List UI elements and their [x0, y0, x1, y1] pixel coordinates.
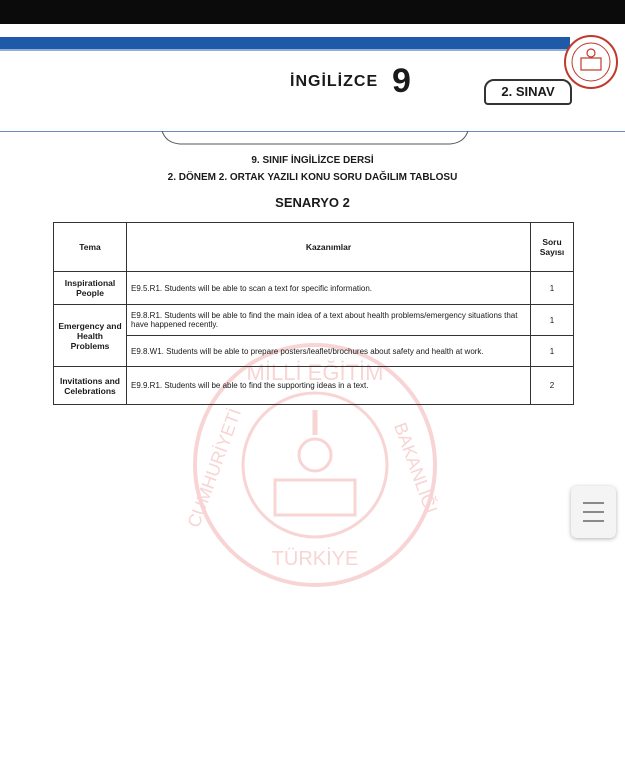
top-black-bar [0, 0, 625, 24]
meb-logo-icon [563, 34, 619, 90]
kazanim-cell: E9.9.R1. Students will be able to find the supporting ideas in a text. [127, 367, 531, 405]
header-kazanimlar: Kazanımlar [127, 223, 531, 272]
course-title: 9. SINIF İNGİLİZCE DERSİ [251, 155, 374, 166]
kazanim-cell: E9.8.W1. Students will be able to prepare posters/leaflet/brochures about safety and health at work. [127, 336, 531, 367]
header-tema: Tema [54, 223, 127, 272]
table-title: 2. DÖNEM 2. ORTAK YAZILI KONU SORU DAĞILIM TABLOSU [167, 172, 458, 183]
header-blue-band [0, 37, 570, 49]
scenario-title: SENARYO 2 [275, 195, 350, 210]
count-cell: 2 [531, 367, 574, 405]
menu-line [583, 511, 604, 513]
kazanim-cell: E9.5.R1. Students will be able to scan a text for specific information. [127, 272, 531, 305]
header-bracket [160, 131, 470, 151]
watermark-text-right: BAKANLIĞI [389, 419, 442, 517]
table-header-row [54, 223, 574, 272]
menu-line [583, 520, 604, 522]
table-row [54, 272, 574, 305]
tema-cell: Inspirational People [54, 272, 127, 305]
tema-cell: Emergency and Health Problems [54, 305, 127, 367]
watermark-text-bottom: TÜRKİYE [271, 548, 359, 570]
header-soru-sayisi: Soru Sayısı [531, 223, 574, 272]
topic-distribution-table [53, 222, 574, 405]
menu-line [583, 502, 604, 504]
table-row [54, 367, 574, 405]
header-blue-band-accent [0, 49, 570, 51]
hamburger-menu-icon[interactable] [571, 486, 616, 538]
tema-cell: Invitations and Celebrations [54, 367, 127, 405]
table-row [54, 336, 574, 367]
count-cell: 1 [531, 336, 574, 367]
exam-badge: 2. SINAV [484, 79, 572, 105]
table-row [54, 305, 574, 336]
watermark-text-left: CUMHURİYETİ [183, 405, 246, 531]
kazanim-cell: E9.8.R1. Students will be able to find the main idea of a text about health problems/emergency situations that have happened recently. [127, 305, 531, 336]
grade-number: 9 [392, 62, 411, 100]
watermark-text-top: MİLLİ EĞİTİM [246, 360, 384, 385]
count-cell: 1 [531, 272, 574, 305]
count-cell: 1 [531, 305, 574, 336]
subject-title: İNGİLİZCE [290, 73, 379, 90]
